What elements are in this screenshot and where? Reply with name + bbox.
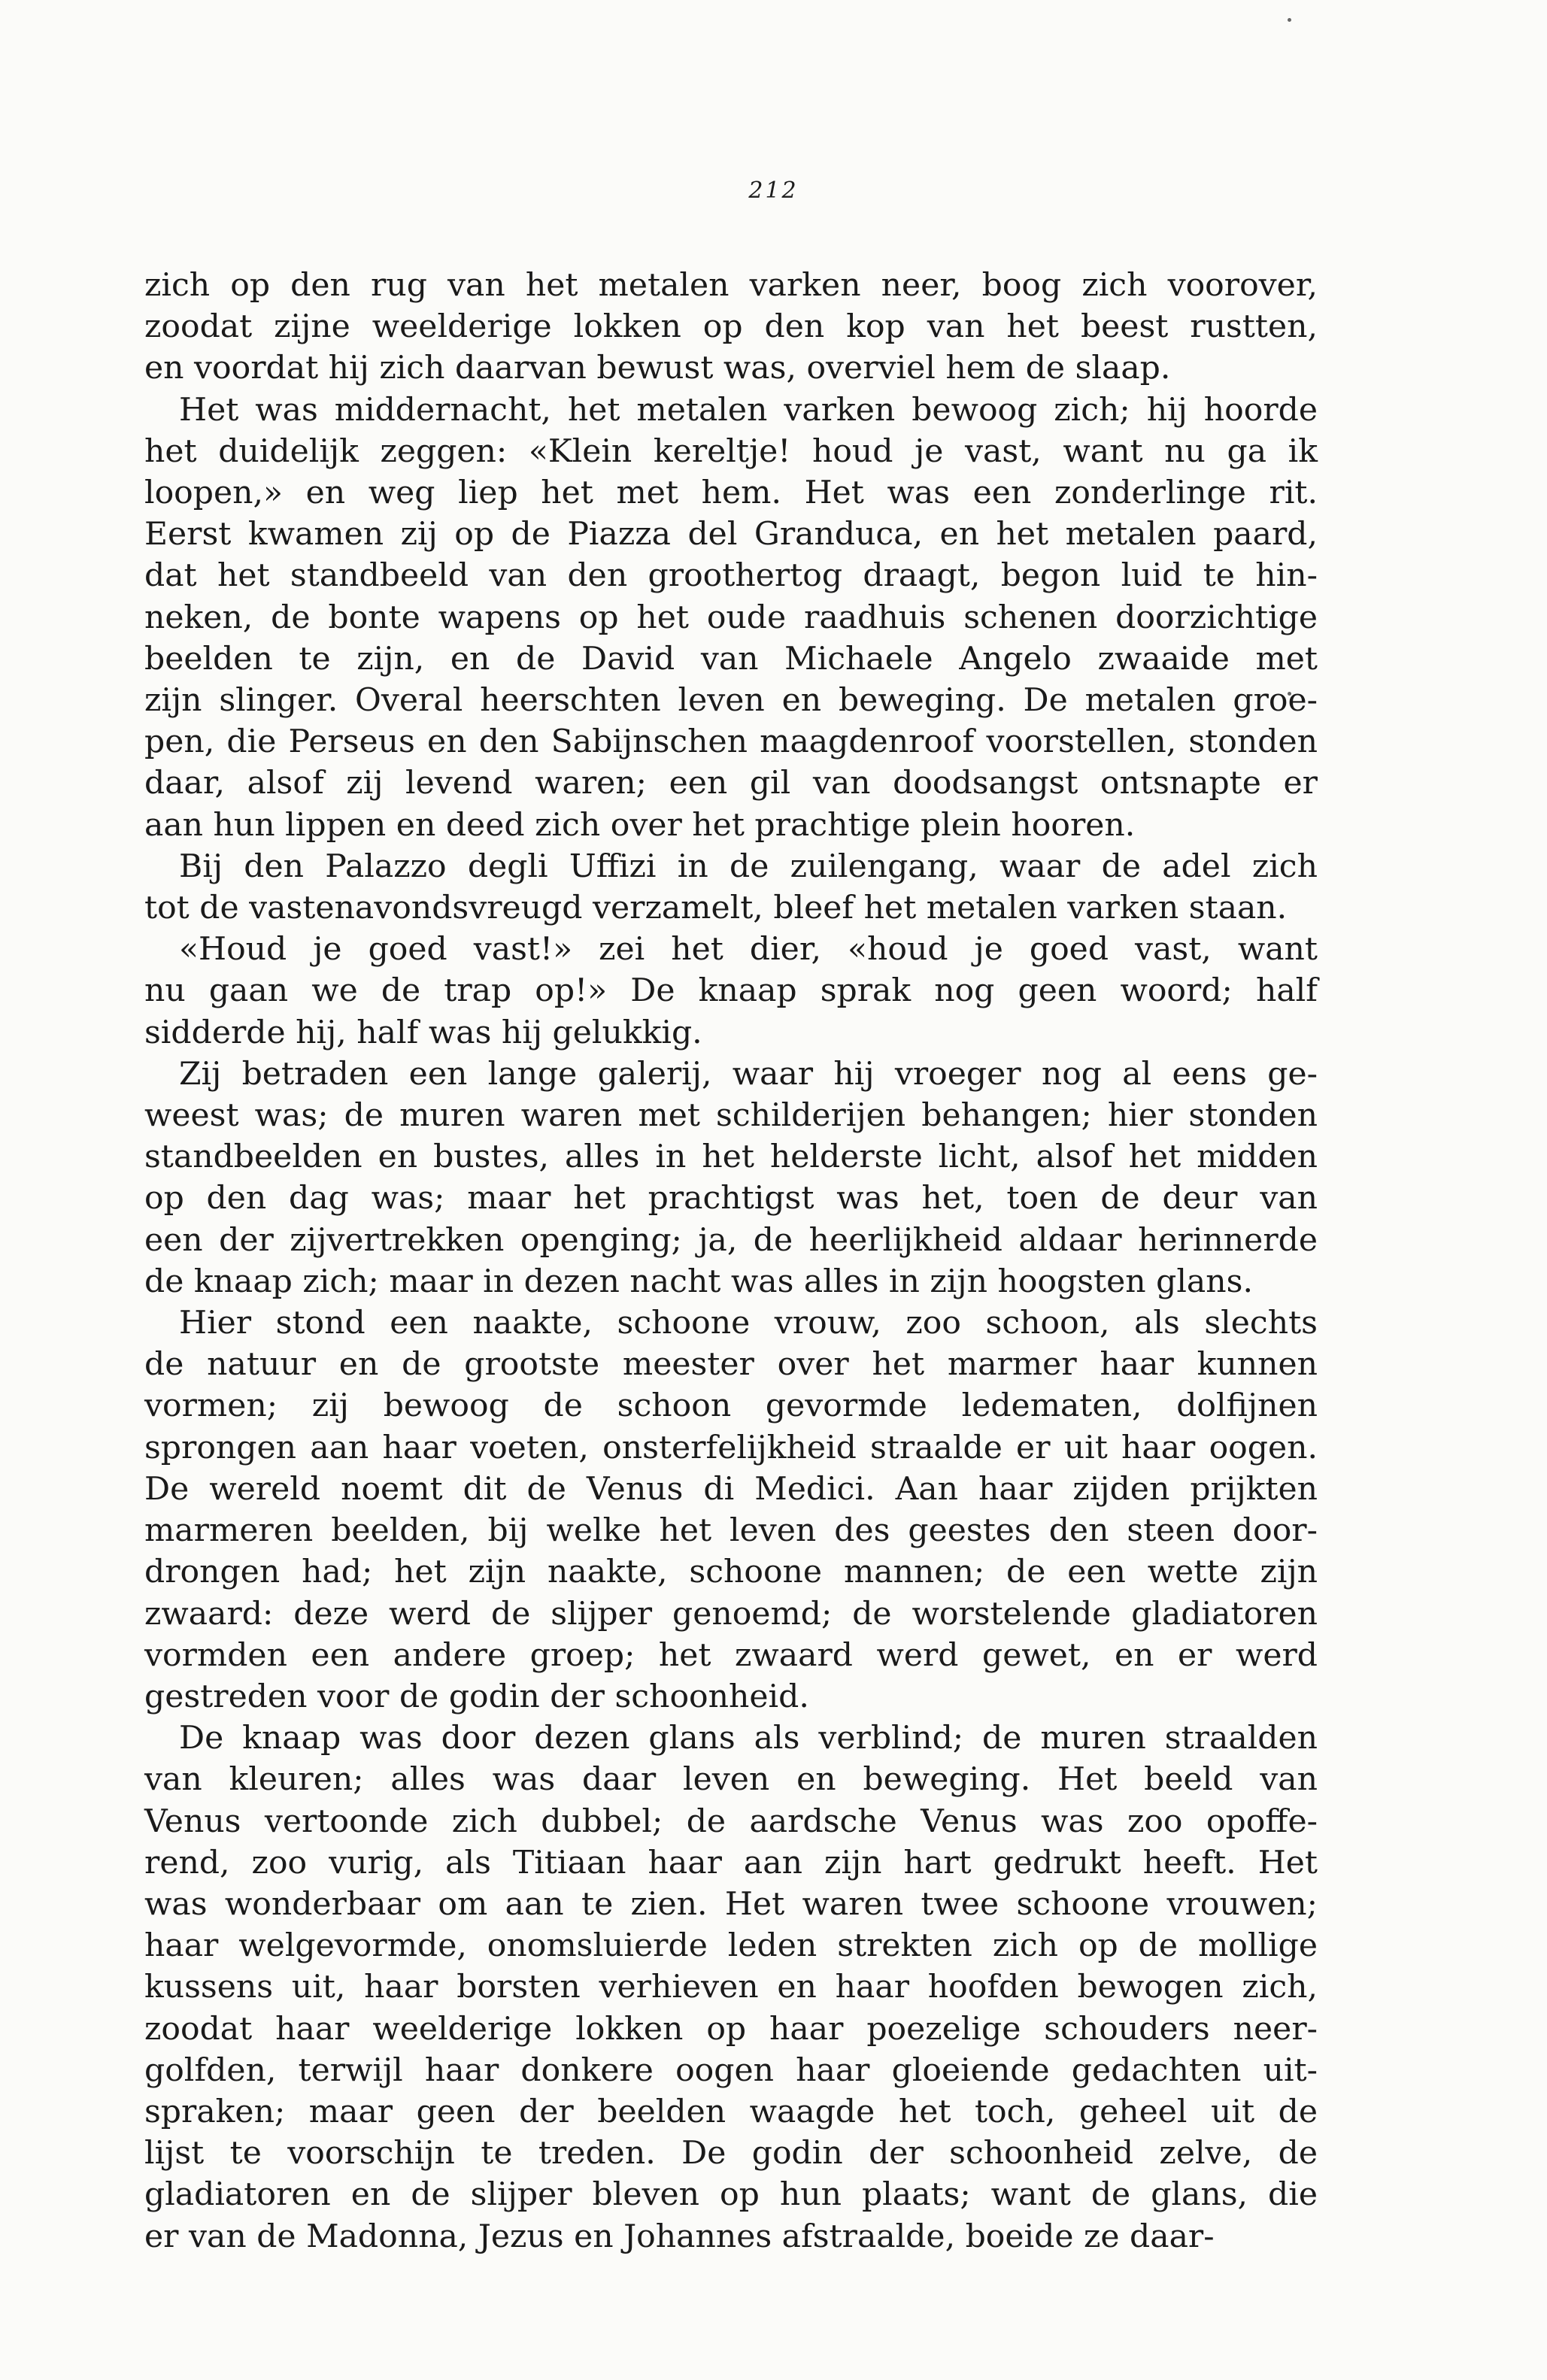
- text-line: Eerst kwamen zij op de Piazza del Granduca, en het metalen paard,: [144, 516, 1318, 553]
- text-line: standbeelden en bustes, alles in het helderste licht, alsof het midden: [144, 1138, 1318, 1176]
- text-line: golfden, terwijl haar donkere oogen haar gloeiende gedachten uit-: [144, 2051, 1318, 2089]
- text-line: van kleuren; alles was daar leven en beweging. Het beeld van: [144, 1761, 1318, 1799]
- paragraph: [144, 1718, 1318, 2257]
- text-line: Hier stond een naakte, schoone vrouw, zoo schoon, als slechts: [179, 1305, 1318, 1342]
- text-line: was wonderbaar om aan te zien. Het waren twee schoone vrouwen;: [144, 1885, 1318, 1923]
- text-line: marmeren beelden, bij welke het leven des geestes den steen door-: [144, 1512, 1318, 1550]
- paragraph: [144, 390, 1318, 846]
- text-line: er van de Madonna, Jezus en Johannes afstraalde, boeide ze daar-: [144, 2218, 1215, 2255]
- text-line: zwaard: deze werd de slijper genoemd; de worstelende gladiatoren: [144, 1595, 1318, 1633]
- text-line: De knaap was door dezen glans als verblind; de muren straalden: [179, 1720, 1318, 1757]
- paper-speck: [1288, 18, 1291, 22]
- text-line: aan hun lippen en deed zich over het prachtige plein hooren.: [144, 806, 1136, 844]
- page-number: 212: [748, 177, 799, 204]
- text-line: de knaap zich; maar in dezen nacht was alles in zijn hoogsten glans.: [144, 1263, 1253, 1300]
- text-line: tot de vastenavondsvreugd verzamelt, bleef het metalen varken staan.: [144, 890, 1288, 927]
- text-line: zich op den rug van het metalen varken neer, boog zich voorover,: [144, 267, 1318, 304]
- text-line: en voordat hij zich daarvan bewust was, overviel hem de slaap.: [144, 350, 1171, 387]
- text-line: nu gaan we de trap op!» De knaap sprak nog geen woord; half: [144, 972, 1318, 1010]
- text-line: dat het standbeeld van den groothertog draagt, begon luid te hin-: [144, 557, 1318, 595]
- paragraph: [144, 1302, 1318, 1718]
- text-line: vormden een andere groep; het zwaard werd gewet, en er werd: [144, 1636, 1318, 1674]
- text-line: haar welgevormde, onomsluierde leden strekten zich op de mollige: [144, 1927, 1318, 1965]
- paragraph: [144, 265, 1318, 390]
- text-line: zijn slinger. Overal heerschten leven en beweging. De metalen groe-: [144, 682, 1318, 720]
- text-line: drongen had; het zijn naakte, schoone mannen; de een wette zijn: [144, 1554, 1318, 1591]
- text-line: het duidelijk zeggen: «Klein kereltje! houd je vast, want nu ga ik: [144, 432, 1318, 470]
- text-line: neken, de bonte wapens op het oude raadhuis schenen doorzichtige: [144, 599, 1318, 636]
- text-line: Bij den Palazzo degli Uffizi in de zuilengang, waar de adel zich: [179, 847, 1318, 885]
- text-line: de natuur en de grootste meester over het marmer haar kunnen: [144, 1346, 1318, 1384]
- text-line: gladiatoren en de slijper bleven op hun plaats; want de glans, die: [144, 2176, 1318, 2214]
- text-line: «Houd je goed vast!» zei het dier, «houd je goed vast, want: [179, 931, 1318, 969]
- text-line: weest was; de muren waren met schilderijen behangen; hier stonden: [144, 1097, 1318, 1135]
- text-line: pen, die Perseus en den Sabijnschen maagdenroof voorstellen, stonden: [144, 723, 1318, 761]
- text-line: sprongen aan haar voeten, onsterfelijkheid straalde er uit haar oogen.: [144, 1429, 1318, 1466]
- text-line: Zij betraden een lange galerij, waar hij vroeger nog al eens ge-: [179, 1055, 1318, 1093]
- text-line: kussens uit, haar borsten verhieven en haar hoofden bewogen zich,: [144, 1969, 1318, 2006]
- text-line: lijst te voorschijn te treden. De godin der schoonheid zelve, de: [144, 2135, 1318, 2172]
- text-line: Het was middernacht, het metalen varken bewoog zich; hij hoorde: [179, 391, 1318, 429]
- text-line: sidderde hij, half was hij gelukkig.: [144, 1014, 702, 1051]
- text-line: daar, alsof zij levend waren; een gil van doodsangst ontsnapte er: [144, 765, 1318, 802]
- text-line: gestreden voor de godin der schoonheid.: [144, 1678, 809, 1715]
- text-line: beelden te zijn, en de David van Michaele Angelo zwaaide met: [144, 640, 1318, 678]
- text-line: spraken; maar geen der beelden waagde het toch, geheel uit de: [144, 2093, 1318, 2130]
- paragraph: [144, 846, 1318, 929]
- paragraph: [144, 929, 1318, 1054]
- text-line: vormen; zij bewoog de schoon gevormde ledematen, dolfijnen: [144, 1387, 1318, 1425]
- body-text: [144, 265, 1318, 2257]
- text-line: loopen,» en weg liep het met hem. Het was een zonderlinge rit.: [144, 474, 1318, 512]
- text-line: De wereld noemt dit de Venus di Medici. Aan haar zijden prijkten: [144, 1470, 1318, 1508]
- text-line: een der zijvertrekken openging; ja, de heerlijkheid aldaar herinnerde: [144, 1221, 1318, 1259]
- paragraph: [144, 1054, 1318, 1302]
- text-line: zoodat zijne weelderige lokken op den kop van het beest rustten,: [144, 308, 1318, 346]
- text-line: zoodat haar weelderige lokken op haar poezelige schouders neer-: [144, 2010, 1318, 2048]
- text-line: op den dag was; maar het prachtigst was het, toen de deur van: [144, 1180, 1318, 1217]
- text-line: rend, zoo vurig, als Titiaan haar aan zijn hart gedrukt heeft. Het: [144, 1844, 1318, 1881]
- text-line: Venus vertoonde zich dubbel; de aardsche Venus was zoo opoffe-: [144, 1802, 1318, 1840]
